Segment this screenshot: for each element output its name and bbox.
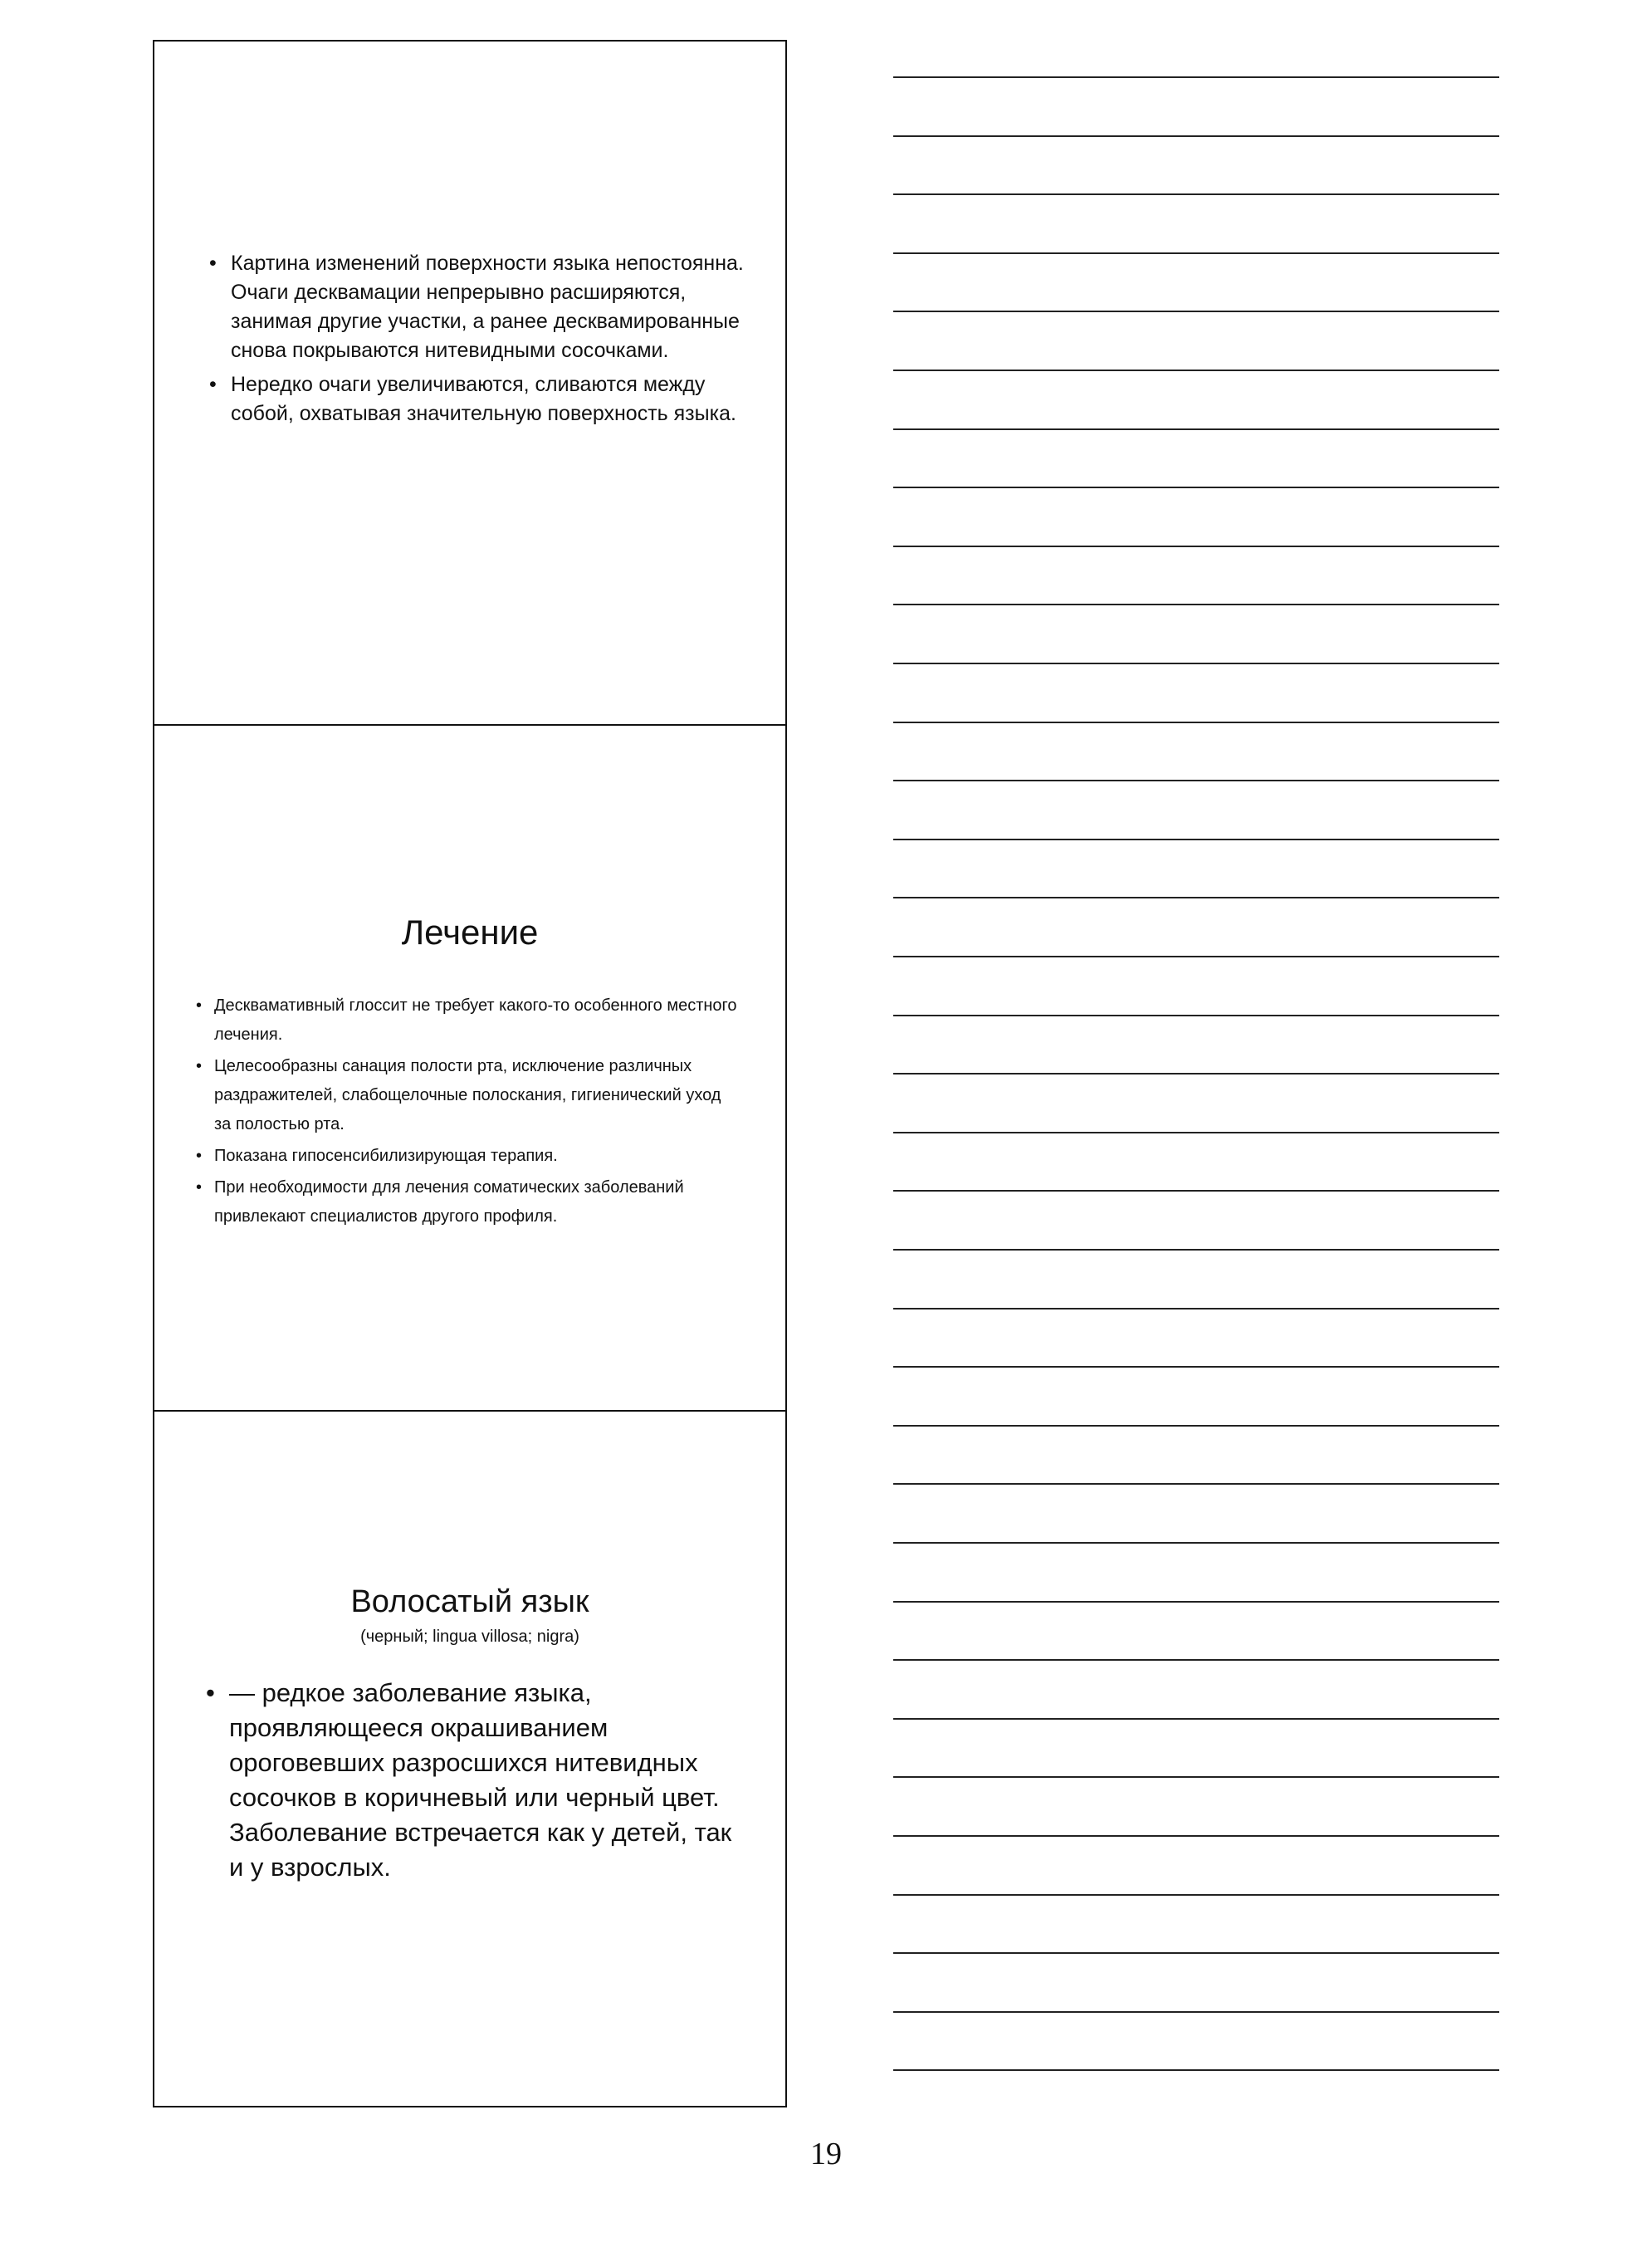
note-line xyxy=(893,1601,1499,1603)
note-line xyxy=(893,663,1499,664)
bullet-text: Десквамативный глоссит не требует какого-то особенного местного лечения. xyxy=(214,996,737,1044)
slide-title: Волосатый язык xyxy=(350,1584,589,1619)
page-number: 19 xyxy=(810,2137,842,2171)
note-line xyxy=(893,780,1499,781)
slide-3 xyxy=(154,1412,785,2107)
note-line xyxy=(893,1015,1499,1016)
bullet-icon: • xyxy=(209,252,217,275)
note-line xyxy=(893,370,1499,371)
bullet-item xyxy=(196,1142,737,1171)
slide-subtitle: (черный; lingua villosa; nigra) xyxy=(360,1628,579,1646)
slide-1 xyxy=(154,42,785,726)
slide-1-bullets xyxy=(209,249,745,433)
slide-3-bullets xyxy=(206,1676,744,1885)
bullet-item xyxy=(196,1052,737,1139)
note-line xyxy=(893,1776,1499,1778)
bullet-text: Нередко очаги увеличиваются, сливаются между собой, охватывая значительную поверхность языка. xyxy=(231,373,736,425)
note-line xyxy=(893,1542,1499,1544)
note-line xyxy=(893,1249,1499,1251)
note-line xyxy=(893,2069,1499,2071)
note-line xyxy=(893,1952,1499,1954)
bullet-icon: • xyxy=(196,996,203,1015)
note-line xyxy=(893,897,1499,898)
note-line xyxy=(893,956,1499,957)
note-line xyxy=(893,722,1499,723)
note-line xyxy=(893,76,1499,78)
note-line xyxy=(893,1308,1499,1309)
bullet-icon: • xyxy=(196,1057,203,1075)
note-line xyxy=(893,135,1499,137)
note-line xyxy=(893,311,1499,312)
note-line xyxy=(893,252,1499,254)
note-line xyxy=(893,1483,1499,1485)
slides-column xyxy=(153,40,787,2107)
bullet-item xyxy=(196,991,737,1050)
note-line xyxy=(893,1132,1499,1133)
bullet-icon: • xyxy=(196,1178,203,1197)
note-line xyxy=(893,487,1499,488)
note-line xyxy=(893,839,1499,840)
note-line xyxy=(893,193,1499,195)
note-line xyxy=(893,1425,1499,1427)
bullet-icon: • xyxy=(209,373,217,396)
note-line xyxy=(893,428,1499,430)
note-line xyxy=(893,1073,1499,1074)
slide-title: Лечение xyxy=(401,913,539,952)
note-line xyxy=(893,2011,1499,2013)
notes-lines-area xyxy=(893,0,1499,2176)
note-line xyxy=(893,1190,1499,1192)
note-line xyxy=(893,1894,1499,1896)
bullet-icon: • xyxy=(206,1678,215,1707)
bullet-item xyxy=(206,1676,744,1885)
bullet-text: Картина изменений поверхности языка непостоянна. Очаги десквамации непрерывно расширяются, занимая другие участки, а ранее десквамированные снова покрываются нитевидными сосочками. xyxy=(231,252,744,362)
note-line xyxy=(893,546,1499,547)
bullet-text: — редкое заболевание языка, проявляющееся окрашиванием ороговевших разросшихся нитевидных сосочков в коричневый или черный цвет. Заболевание встречается как у детей, так и у взрослых. xyxy=(229,1678,732,1882)
note-line xyxy=(893,1366,1499,1368)
note-line xyxy=(893,1659,1499,1661)
bullet-icon: • xyxy=(196,1147,203,1165)
slide-2 xyxy=(154,726,785,1412)
bullet-item xyxy=(209,370,745,428)
slide-2-bullets xyxy=(196,991,737,1234)
note-line xyxy=(893,1718,1499,1720)
bullet-item xyxy=(209,249,745,365)
bullet-item xyxy=(196,1173,737,1231)
bullet-text: Показана гипосенсибилизирующая терапия. xyxy=(214,1147,558,1165)
bullet-text: Целесообразны санация полости рта, исключение различных раздражителей, слабощелочные полоскания, гигиенический уход за полостью рта. xyxy=(214,1057,721,1133)
note-line xyxy=(893,1835,1499,1837)
bullet-text: При необходимости для лечения соматических заболеваний привлекают специалистов другого профиля. xyxy=(214,1178,684,1226)
note-line xyxy=(893,604,1499,605)
